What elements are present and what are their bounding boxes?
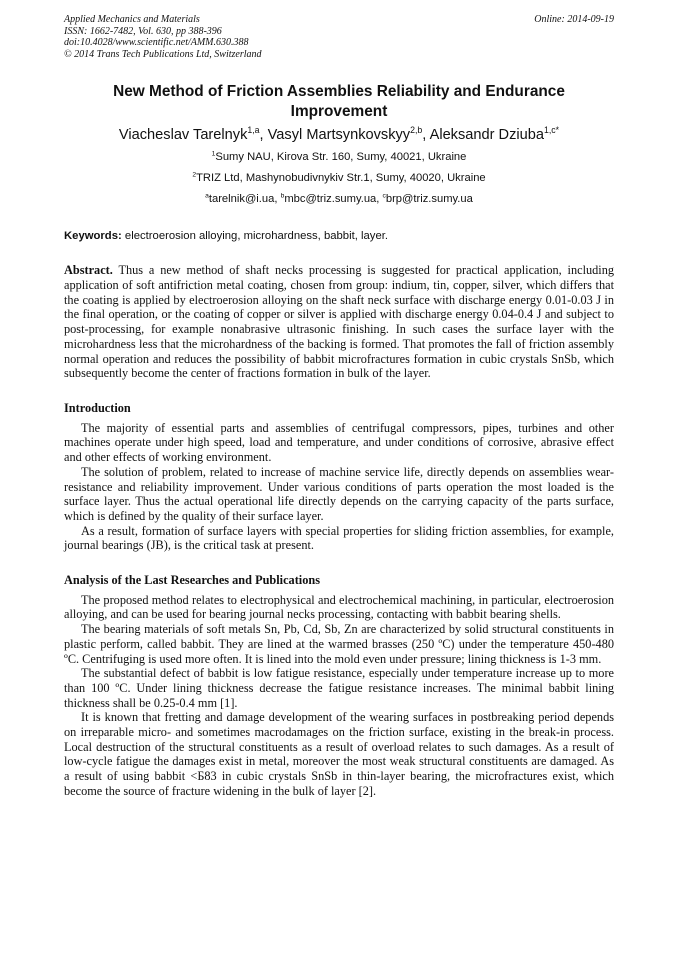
abstract-label: Abstract. <box>64 263 113 278</box>
email-mark: c <box>382 192 386 200</box>
email-separator: , <box>274 193 281 206</box>
email-line <box>64 193 614 206</box>
email-mark: b <box>280 192 285 200</box>
body-paragraph: The bearing materials of soft metals Sn, Pb, Cd, Sb, Zn are characterized by solid structural constituents in plastic perform, called babbit. They are lined at the warmed brasses (250 ºC) under the temperature 450-480 ºC. Centrifuging is used more often. It is lined into the mold even under pressure; lining thickness is 1-3 mm. <box>64 622 614 666</box>
author-name: Aleksandr Dziuba <box>429 127 544 144</box>
email-address[interactable]: tarelnik@i.ua <box>208 193 275 206</box>
body-paragraph: The majority of essential parts and assemblies of centrifugal compressors, pipes, turbines and other machines operate under high speed, load and temperature, and under conditions of corrosive, abrasive effect and other effects of working environment. <box>64 420 614 465</box>
email-mark: a <box>205 192 209 200</box>
keywords <box>64 229 614 243</box>
journal-doi[interactable]: doi:10.4028/www.scientific.net/AMM.630.388 <box>64 37 249 49</box>
journal-issn: ISSN: 1662-7482, Vol. 630, pp 388-396 <box>64 25 222 37</box>
author-list <box>64 125 614 145</box>
journal-info <box>64 14 262 60</box>
body-paragraph: The substantial defect of babbit is low fatigue resistance, especially under temperature increase up to more than 100 ºC. Under lining thickness decrease the fatigue resistance increases. The minimal babbit lining thickness shall be 0.25-0.4 mm [1]. <box>64 666 614 710</box>
online-date: Online: 2014-09-19 <box>534 14 614 25</box>
email-address[interactable]: brp@triz.sumy.ua <box>385 193 473 206</box>
email-address[interactable]: mbc@triz.sumy.ua <box>284 193 377 206</box>
journal-name: Applied Mechanics and Materials <box>64 14 200 25</box>
affiliation-line <box>64 151 614 164</box>
email-separator: , <box>376 193 383 206</box>
affiliation-text: Sumy NAU, Kirova Str. 160, Sumy, 40021, Ukraine <box>215 151 467 164</box>
body-paragraph: The solution of problem, related to increase of machine service life, directly depends on assemblies wear-resistance and reliability improvement. Under various conditions of parts operation the most loaded is the surface layer. Thus the actual operational life directly depends on the carrying capacity of the parts surface, which is defined by the quality of their surface layer. <box>64 464 614 523</box>
abstract-paragraph <box>64 263 614 381</box>
paper-page <box>64 14 614 799</box>
journal-header <box>64 14 614 60</box>
author-separator: , <box>422 127 430 144</box>
author-affiliation-mark: 1,a <box>247 125 260 136</box>
journal-copyright: © 2014 Trans Tech Publications Ltd, Switzerland <box>64 48 262 60</box>
keywords-text: electroerosion alloying, microhardness, babbit, layer. <box>124 230 389 243</box>
author-name: Viacheslav Tarelnyk <box>118 127 248 144</box>
affiliation-line <box>64 172 614 185</box>
section-heading-analysis: Analysis of the Last Researches and Publications <box>64 573 320 588</box>
author-name: Vasyl Martsynkovskyy <box>267 127 411 144</box>
abstract-text: Thus a new method of shaft necks processing is suggested for practical application, including application of soft antifriction metal coating, chosen from group: indium, tin, copper, silver, which differs that the coating is applied by electroerosion alloying on the shaft neck surface with discharge energy 0.01-0.03 J in the final operation, or the coating of copper or silver is applied with discharge energy 0.04-0.4 J and subject to post-processing, for example nonabrasive ultrasonic finishing. In such cases the surface layer with the microhardness less that the microhardness of the backing is formed. That promotes the fall of friction assembly normal operation and reduces the possibility of babbit microfractures formation in cubic crystals SnSb, which subsequently become the center of fractions formation in bulk of the layer. <box>64 263 614 381</box>
body-paragraph: The proposed method relates to electrophysical and electrochemical machining, in particular, electroerosion alloying, and can be used for bearing journal necks processing, contacting with babbit bearing shells. <box>64 592 614 622</box>
abstract <box>64 263 614 381</box>
paper-title: New Method of Friction Assemblies Reliability and Endurance Improvement <box>113 83 565 120</box>
keywords-label: Keywords: <box>64 230 122 243</box>
author-affiliation-mark: 1,c* <box>543 125 560 136</box>
section-heading-introduction: Introduction <box>64 401 131 415</box>
body-paragraph: As a result, formation of surface layers with special properties for sliding friction assemblies, for example, journal bearings (JB), is the critical task at present. <box>64 523 614 553</box>
affiliation-mark: 2 <box>192 171 197 179</box>
body-paragraph: It is known that fretting and damage development of the wearing surfaces in postbreaking period depends on irreparable micro- and sometimes macrodamages on the friction surface, existing in the break-in process. Local destruction of the structural constituents as a result of overload relates to such damages. As a result of low-cycle fatigue the damages exist in metal, moreover the most weak structural constituents are damaged. As a result of using babbit <Б83 in cubic crystals SnSb in thin-layer bearing, the microfractures exist, which become the source of fracture widening in the bulk of layer [2]. <box>64 710 614 798</box>
author-separator: , <box>259 127 268 144</box>
affiliation-mark: 1 <box>211 150 216 158</box>
affiliation-text: TRIZ Ltd, Mashynobudivnykiv Str.1, Sumy, 40020, Ukraine <box>196 172 486 185</box>
author-affiliation-mark: 2,b <box>410 125 423 136</box>
